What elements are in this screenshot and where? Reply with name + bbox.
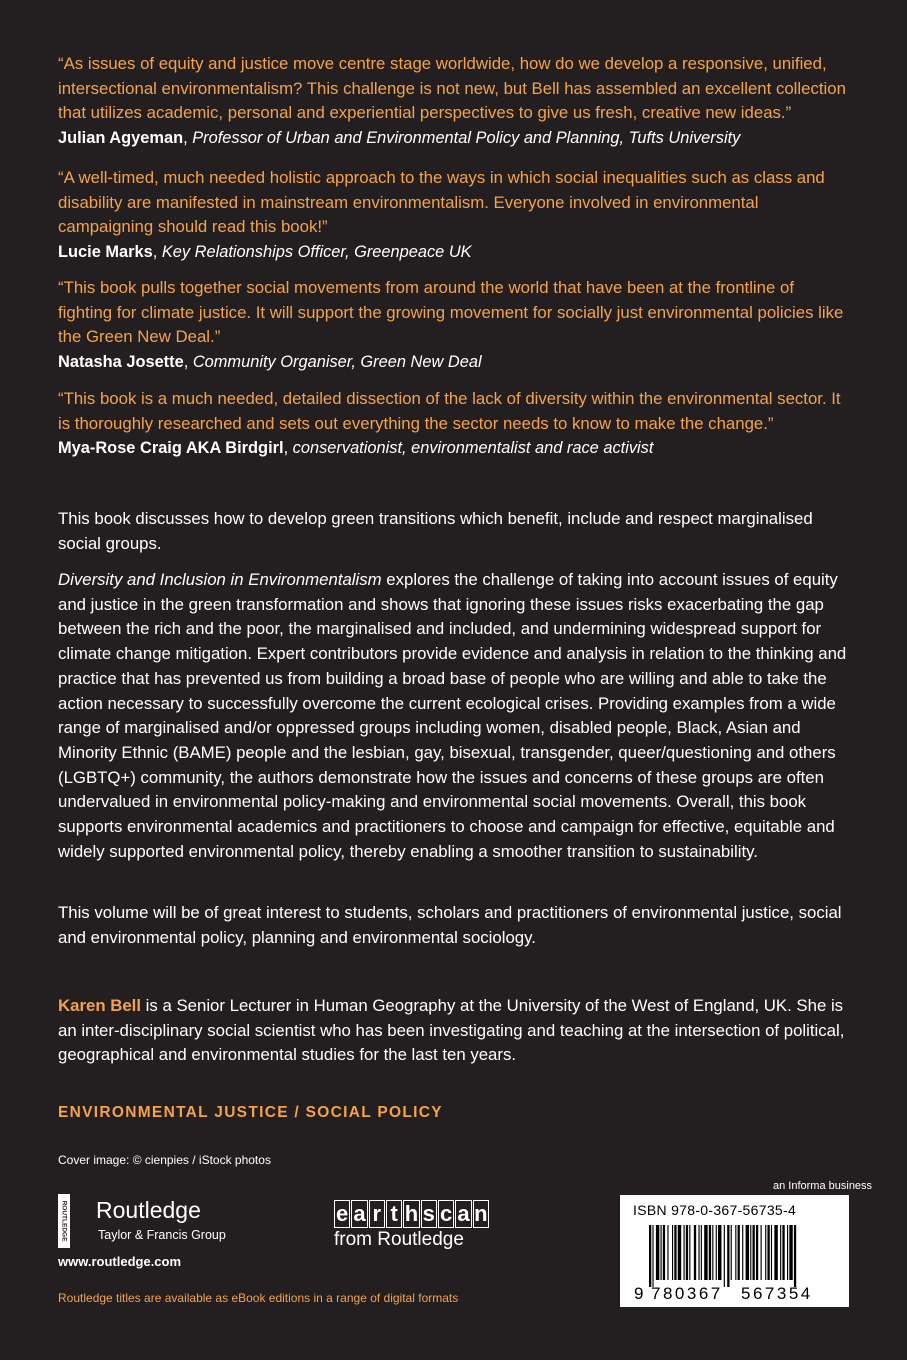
endorsement [58,276,849,374]
earthscan-letter: c [438,1200,454,1228]
barcode [632,1225,837,1301]
author-bio [58,994,849,1068]
endorser-role: Professor of Urban and Environmental Policy and Planning, Tufts University [192,128,741,147]
description-intro: This book discusses how to develop green transitions which benefit, include and respect marginalised social groups. [58,509,813,553]
endorsement-text: “This book is a much needed, detailed dissection of the lack of diversity within the environmental sector. It is thoroughly researched and sets out everything the sector needs to know to make the change.” [58,389,841,433]
barcode-bar [709,1225,711,1280]
barcode-bar [724,1225,725,1287]
earthscan-letter: s [421,1200,437,1228]
endorsement [58,52,849,150]
barcode-bar [649,1225,651,1287]
endorser-name: Lucie Marks [58,242,153,261]
barcode-bar [704,1225,707,1280]
endorser-name: Natasha Josette [58,352,184,371]
publisher-name: Routledge [96,1197,201,1223]
barcode-bar [674,1225,676,1280]
barcode-bar [727,1225,729,1287]
barcode-bar [789,1225,792,1280]
endorsement [58,387,849,460]
endorser-name: Julian Agyeman [58,128,184,147]
barcode-group-2: 567354 [741,1284,813,1301]
barcode-bar [735,1225,736,1280]
endorsement-source: Julian Agyeman, Professor of Urban and Environmental Policy and Planning, Tufts University [58,128,741,147]
barcode-bar [652,1225,653,1287]
description-main-text: explores the challenge of taking into account issues of equity and justice in the green transformation and shows that ignoring these issues risks exacerbating the gap between the rich and the poor, the marginalised and included, and undermining widespread support for climate change mitigation. Expert contributors provide evidence and analysis in relation to the thinking and practice that has prevented us from building a broad base of people who are willing and able to take the action necessary to successfully overcome the current ecological crises. Providing examples from a wide range of marginalised and/or oppressed groups including women, disabled people, Black, Asian and Minority Ethnic (BAME) people and the lesbian, gay, bisexual, transgender, queer/questioning and others (LGBTQ+) community, the authors demonstrate how the issues and concerns of these groups are often undervalued in environmental policy-making and environmental social movements. Overall, this book supports environmental academics and practitioners to choose and campaign for effective, equitable and widely supported environmental policy, thereby enabling a smoother transition to sustainability. [58,570,847,861]
barcode-bar [698,1225,699,1280]
endorsement-source: Lucie Marks, Key Relationships Officer, Greenpeace UK [58,242,472,261]
barcode-bar [718,1225,721,1280]
barcode-bar [694,1225,696,1280]
barcode-bar [782,1225,784,1280]
barcode-bar [750,1225,751,1280]
barcode-group-1: 780367 [651,1284,723,1301]
barcode-bar [774,1225,777,1280]
barcode-bar [771,1225,772,1280]
barcode-bar [794,1225,796,1287]
routledge-logo [58,1194,258,1250]
barcode-bar [667,1225,668,1280]
publisher-group: Taylor & Francis Group [98,1228,226,1242]
earthscan-letter: h [404,1201,419,1226]
author-name: Karen Bell [58,996,142,1015]
barcode-bar [767,1225,769,1280]
barcode-bar [753,1225,755,1280]
subject-category: ENVIRONMENTAL JUSTICE / SOCIAL POLICY [58,1104,443,1121]
barcode-bar [787,1225,788,1280]
earthscan-letter: e [334,1200,350,1228]
barcode-bar [780,1225,781,1280]
isbn-barcode-box [620,1195,849,1307]
barcode-first-digit: 9 [634,1284,644,1301]
barcode-bar [765,1225,766,1280]
endorsement-text: “As issues of equity and justice move centre stage worldwide, how do we develop a responsive, unified, intersectional environmentalism? This challenge is not new, but Bell has assembled an excellent collection that utilizes academic, personal and experiential perspectives to give us fresh, creative new ideas.” [58,54,846,122]
barcode-bar [661,1225,662,1280]
barcode-bar [701,1225,702,1280]
earthscan-wordmark [334,1200,490,1228]
barcode-bar [716,1225,717,1280]
barcode-bar [746,1225,749,1280]
earthscan-subline: from Routledge [334,1229,464,1250]
barcode-bar [678,1225,681,1280]
publisher-url: www.routledge.com [58,1254,182,1269]
endorsement-source: Mya-Rose Craig AKA Birdgirl, conservationist, environmentalist and race activist [58,439,654,457]
earthscan-logo [334,1200,490,1251]
barcode-bar [663,1225,665,1280]
earthscan-letter: n [474,1201,488,1226]
endorser-role: conservationist, environmentalist and race activist [292,439,654,457]
barcode-bar [756,1225,758,1280]
description-main [58,568,849,864]
barcode-bars [649,1225,796,1287]
barcode-bar [672,1225,673,1280]
barcode-bar [656,1225,659,1280]
endorsement-text: “This book pulls together social movements from around the world that have been at the frontline of fighting for climate justice. It will support the growing movement for socially just environmental policies like the Green New Deal.” [58,278,844,346]
cover-credit: Cover image: © cienpies / iStock photos [58,1153,271,1167]
barcode-bar [689,1225,690,1280]
earthscan-letter: t [386,1200,402,1228]
earthscan-letter: a [351,1200,367,1228]
description-audience: This volume will be of great interest to students, scholars and practitioners of environmental justice, social and environmental policy, planning and environmental sociology. [58,903,842,947]
informa-tagline: an Informa business [773,1180,873,1192]
barcode-bar [684,1225,685,1280]
routledge-emblem-icon [58,1194,70,1248]
barcode-bar [686,1225,688,1280]
barcode-bar [742,1225,743,1280]
author-bio-text: is a Senior Lecturer in Human Geography at the University of the West of England, UK. She is an inter-disciplinary social scientist who has been investigating and teaching at the intersection of political, geographical and environmental studies for the last ten years. [58,996,845,1065]
book-title: Diversity and Inclusion in Environmentalism [58,570,382,589]
barcode-bar [712,1225,713,1280]
barcode-bar [738,1225,740,1280]
barcode-bar [761,1225,762,1280]
endorsement-text: “A well-timed, much needed holistic approach to the ways in which social inequalities such as class and disability are manifested in mainstream environmentalism. Everyone involved in environmental campaigning should read this book!” [58,168,825,236]
endorser-role: Community Organiser, Green New Deal [192,352,482,371]
endorser-name: Mya-Rose Craig AKA Birdgirl [58,439,284,457]
isbn-label: ISBN 978-0-367-56735-4 [633,1202,797,1218]
endorsement-source: Natasha Josette, Community Organiser, Green New Deal [58,352,482,371]
earthscan-letter: r [369,1200,385,1228]
ebook-note: Routledge titles are available as eBook editions in a range of digital formats [58,1291,459,1305]
endorser-role: Key Relationships Officer, Greenpeace UK [161,242,472,261]
routledge-emblem-text: ROUTLEDGE [60,1200,68,1242]
endorsement [58,166,849,264]
barcode-bar [731,1225,732,1280]
earthscan-letter: a [455,1200,471,1228]
